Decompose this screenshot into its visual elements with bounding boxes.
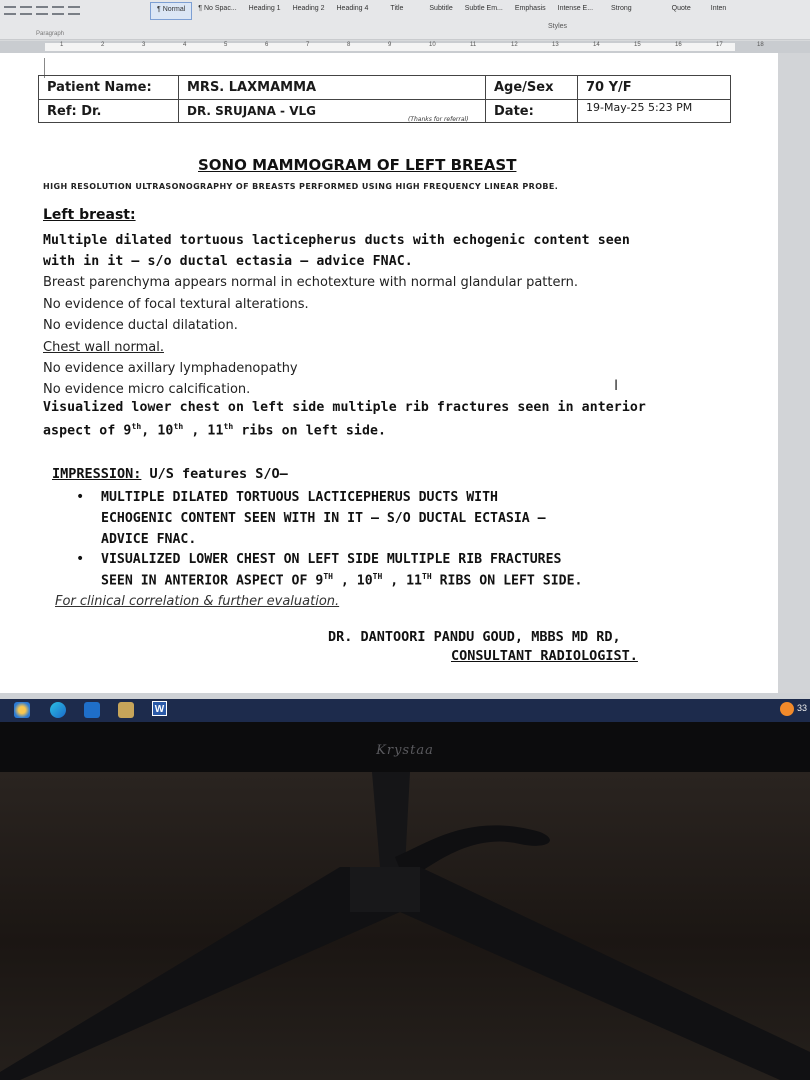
date-label: Date: bbox=[486, 100, 578, 123]
ruler-number: 17 bbox=[716, 42, 723, 48]
report-title: SONO MAMMOGRAM OF LEFT BREAST bbox=[198, 156, 517, 174]
paragraph-group-label: Paragraph bbox=[36, 31, 65, 37]
style-heading-1[interactable]: Heading 1 bbox=[248, 5, 281, 12]
edge-browser-icon[interactable] bbox=[50, 702, 66, 718]
tray-number: 33 bbox=[797, 703, 808, 713]
rib-text: , 10 bbox=[141, 423, 174, 439]
finding-chest-wall: Chest wall normal. bbox=[43, 340, 164, 355]
finding-parenchyma: Breast parenchyma appears normal in echotexture with normal glandular pattern. bbox=[43, 275, 578, 290]
finding-ductal-line-2: with in it – s/o ductal ectasia – advice FNAC. bbox=[43, 254, 413, 269]
impression-2-line-2 bbox=[101, 572, 583, 588]
ruler-number: 3 bbox=[142, 42, 146, 48]
age-sex-value: 70 Y/F bbox=[578, 76, 731, 100]
i-beam-cursor: I bbox=[614, 378, 619, 394]
ref-doctor-label: Ref: Dr. bbox=[39, 100, 179, 123]
rib-text: aspect of 9 bbox=[43, 423, 132, 439]
signature-title: CONSULTANT RADIOLOGIST. bbox=[451, 648, 638, 664]
ruler-number: 14 bbox=[593, 42, 600, 48]
ruler-number: 10 bbox=[429, 42, 436, 48]
align-icon[interactable] bbox=[4, 6, 16, 15]
style-normal[interactable]: ¶ Normal bbox=[150, 2, 192, 20]
line-spacing-icon[interactable] bbox=[36, 6, 48, 15]
impression-label: IMPRESSION: bbox=[52, 466, 142, 482]
file-explorer-icon[interactable] bbox=[118, 702, 134, 718]
monitor-brand-logo: Krystaa bbox=[376, 743, 434, 758]
style-subtle-emphasis[interactable]: Subtle Em... bbox=[464, 5, 503, 12]
rib-text: , 11 bbox=[183, 423, 224, 439]
outlook-icon[interactable] bbox=[84, 702, 100, 718]
style-heading-4[interactable]: Heading 4 bbox=[336, 5, 369, 12]
impression-1-line-1: MULTIPLE DILATED TORTUOUS LACTICEPHERUS DUCTS WITH bbox=[101, 490, 498, 505]
patient-name-value: MRS. LAXMAMMA bbox=[179, 76, 486, 100]
finding-ductal-line-1: Multiple dilated tortuous lacticepherus ducts with echogenic content seen bbox=[43, 233, 630, 248]
impression-1-line-2: ECHOGENIC CONTENT SEEN WITH IN IT – S/O DUCTAL ECTASIA – bbox=[101, 511, 546, 526]
impression-text: RIBS ON LEFT SIDE. bbox=[431, 573, 583, 589]
impression-text: , 10 bbox=[332, 573, 373, 589]
impression-1-line-3: ADVICE FNAC. bbox=[101, 532, 197, 547]
age-sex-label: Age/Sex bbox=[486, 76, 578, 100]
style-heading-2[interactable]: Heading 2 bbox=[292, 5, 325, 12]
styles-gallery bbox=[150, 2, 732, 20]
patient-header-table bbox=[38, 75, 731, 123]
thanks-note: (Thanks for referral) bbox=[408, 116, 469, 123]
windows-taskbar bbox=[0, 699, 810, 722]
borders-icon[interactable] bbox=[68, 6, 80, 15]
superscript: th bbox=[223, 422, 234, 431]
superscript: TH bbox=[422, 572, 432, 581]
impression-2-line-1: VISUALIZED LOWER CHEST ON LEFT SIDE MULTIPLE RIB FRACTURES bbox=[101, 552, 562, 567]
horizontal-ruler[interactable] bbox=[0, 41, 810, 53]
style-title[interactable]: Title bbox=[390, 5, 404, 12]
ruler-number: 4 bbox=[183, 42, 187, 48]
technique-line: HIGH RESOLUTION ULTRASONOGRAPHY OF BREASTS PERFORMED USING HIGH FREQUENCY LINEAR PROBE. bbox=[43, 182, 559, 191]
finding-rib-line-2 bbox=[43, 422, 386, 438]
widgets-icon[interactable] bbox=[14, 702, 30, 718]
ruler-number: 16 bbox=[675, 42, 682, 48]
styles-group-label: Styles bbox=[548, 23, 568, 30]
word-icon[interactable]: W bbox=[152, 701, 167, 716]
finding-focal: No evidence of focal textural alterations. bbox=[43, 297, 309, 312]
ruler-number: 13 bbox=[552, 42, 559, 48]
finding-axillary: No evidence axillary lymphadenopathy bbox=[43, 361, 298, 376]
document-page[interactable] bbox=[0, 53, 778, 693]
style-subtitle[interactable]: Subtitle bbox=[429, 5, 453, 12]
finding-calcification: No evidence micro calcification. bbox=[43, 382, 251, 397]
ruler-number: 5 bbox=[224, 42, 228, 48]
ruler-number: 1 bbox=[60, 42, 64, 48]
ruler-number: 11 bbox=[470, 42, 477, 48]
left-breast-heading: Left breast: bbox=[43, 207, 136, 223]
impression-heading bbox=[52, 466, 288, 482]
ruler-number: 15 bbox=[634, 42, 641, 48]
page-background-gutter bbox=[778, 53, 810, 693]
chrome-icon[interactable] bbox=[780, 702, 794, 716]
style-emphasis[interactable]: Emphasis bbox=[514, 5, 546, 12]
patient-name-label: Patient Name: bbox=[39, 76, 179, 100]
impression-text: SEEN IN ANTERIOR ASPECT OF 9 bbox=[101, 573, 324, 589]
ruler-number: 18 bbox=[757, 42, 764, 48]
ruler-numbers bbox=[60, 42, 798, 48]
style-no-spacing[interactable]: ¶ No Spac... bbox=[198, 5, 237, 12]
date-value: 19-May-25 5:23 PM bbox=[586, 101, 693, 114]
signature-name: DR. DANTOORI PANDU GOUD, MBBS MD RD, bbox=[328, 629, 621, 645]
superscript: th bbox=[131, 422, 142, 431]
style-strong[interactable]: Strong bbox=[611, 5, 632, 12]
monitor-stand bbox=[0, 772, 810, 1080]
style-intense-emphasis[interactable]: Intense E... bbox=[557, 5, 594, 12]
impression-label-rest: U/S features S/O– bbox=[141, 466, 288, 482]
ruler-number: 8 bbox=[347, 42, 351, 48]
finding-rib-line-1: Visualized lower chest on left side multiple rib fractures seen in anterior bbox=[43, 400, 646, 415]
ref-doctor-value: DR. SRUJANA - VLG bbox=[179, 100, 486, 123]
rib-text: ribs on left side. bbox=[233, 423, 387, 439]
paragraph-tools bbox=[4, 6, 80, 15]
impression-text: , 11 bbox=[382, 573, 422, 589]
bullet-dot: • bbox=[76, 489, 85, 505]
ruler-number: 7 bbox=[306, 42, 310, 48]
ruler-number: 6 bbox=[265, 42, 269, 48]
superscript: TH bbox=[323, 572, 333, 581]
shading-icon[interactable] bbox=[52, 6, 64, 15]
bullet-dot: • bbox=[76, 551, 85, 567]
justify-icon[interactable] bbox=[20, 6, 32, 15]
ruler-number: 12 bbox=[511, 42, 518, 48]
finding-ductal-dilatation: No evidence ductal dilatation. bbox=[43, 318, 238, 333]
superscript: th bbox=[173, 422, 184, 431]
ribbon bbox=[0, 0, 810, 40]
superscript: TH bbox=[372, 572, 383, 581]
style-intense-quote[interactable]: Inten bbox=[710, 5, 727, 12]
ruler-number: 9 bbox=[388, 42, 392, 48]
ruler-number: 2 bbox=[101, 42, 105, 48]
clinical-correlation-note: For clinical correlation & further evaluation. bbox=[55, 594, 340, 609]
style-quote[interactable]: Quote bbox=[671, 5, 691, 12]
